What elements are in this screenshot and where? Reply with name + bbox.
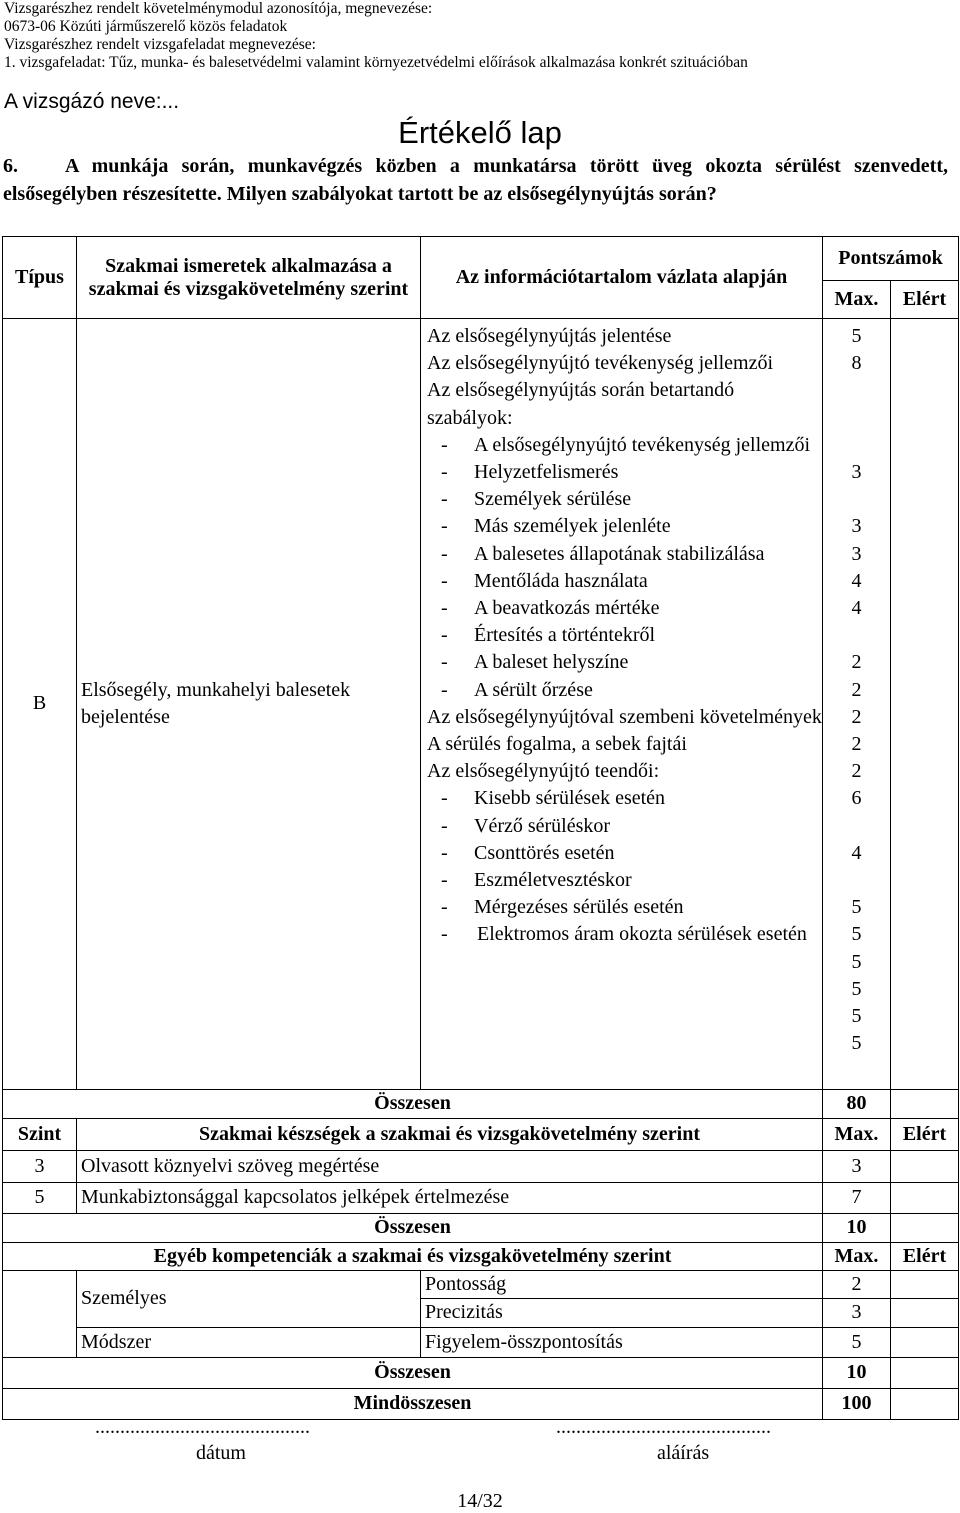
max-value: 3 [851, 515, 862, 538]
max-value: 5 [851, 325, 862, 347]
dash-marker: - [441, 923, 448, 946]
header-task-label: Vizsgarészhez rendelt vizsgafeladat megnevezése: [4, 36, 316, 53]
competency-max: 3 [823, 1299, 891, 1327]
dash-marker: - [441, 896, 448, 919]
list-item-text: Eszméletvesztéskor [474, 869, 632, 892]
skill-max: 7 [823, 1183, 891, 1214]
list-item-text: Személyek sérülése [474, 488, 632, 511]
max-value: 5 [851, 896, 862, 919]
list-item: Az elsősegélynyújtás jelentése [427, 325, 672, 347]
header-level: Szint [3, 1119, 77, 1151]
table1-total-achieved[interactable] [891, 1090, 959, 1119]
question-text: A munkája során, munkavégzés közben a munkatársa törött üveg okozta sérülést szenvedett, elsősegélyben részesítette. Milyen szabályokat tartott be az elsősegélynyújtás során? [3, 155, 948, 205]
competency-achieved[interactable] [891, 1299, 959, 1327]
table2-total-label: Összesen [3, 1214, 823, 1243]
max-value: 3 [851, 542, 862, 565]
list-item: Az elsősegélynyújtás során betartandó szabályok: [427, 379, 735, 429]
list-item [427, 894, 822, 921]
table1-total-max: 80 [823, 1090, 891, 1119]
skill-text: Munkabiztonsággal kapcsolatos jelképek értelmezése [77, 1183, 823, 1214]
header-achieved: Elért [891, 281, 959, 319]
question-number: 6. [3, 155, 18, 177]
list-item: A sérülés fogalma, a sebek fajtái [427, 733, 687, 756]
list-item [427, 568, 822, 595]
dash-marker: - [441, 787, 448, 810]
max-value: 4 [851, 841, 862, 864]
competency-max: 5 [823, 1327, 891, 1357]
max-value: 4 [851, 596, 862, 619]
max-value: 2 [851, 705, 862, 728]
list-item-text: Csonttörés esetén [474, 841, 615, 864]
list-item-text: Más személyek jelenléte [474, 515, 671, 538]
max-value: 5 [851, 1032, 862, 1055]
dash-marker: - [441, 597, 448, 620]
list-item-text: A elsősegélynyújtó tevékenység jellemzői [474, 433, 811, 456]
table2-total-max: 10 [823, 1214, 891, 1243]
list-item-text: A baleset helyszíne [474, 651, 629, 674]
competencies-header-max: Max. [823, 1243, 891, 1271]
max-value: 2 [851, 732, 862, 755]
list-item [427, 432, 822, 459]
max-value: 5 [851, 950, 862, 973]
max-value: 2 [851, 760, 862, 783]
dash-marker: - [441, 515, 448, 538]
header-type: Típus [3, 237, 77, 319]
skills-header-achieved: Elért [891, 1119, 959, 1151]
competencies-header: Egyéb kompetenciák a szakmai és vizsgakövetelmény szerint [3, 1243, 823, 1271]
max-points-column [823, 319, 891, 1090]
list-item-text: Mérgezéses sérülés esetén [474, 896, 684, 919]
page-number: 14/32 [457, 1490, 503, 1512]
list-item-text: A sérült őrzése [474, 678, 593, 701]
list-item [427, 785, 822, 812]
dash-marker: - [441, 433, 448, 456]
list-item [427, 541, 822, 568]
signature-line: ........................................... [556, 1416, 771, 1438]
outline-list [421, 319, 823, 1090]
max-value: 5 [851, 923, 862, 946]
competency-max: 2 [823, 1271, 891, 1299]
list-item-text: Mentőláda használata [474, 569, 648, 592]
skills-header: Szakmai készségek a szakmai és vizsgakövetelmény szerint [77, 1119, 823, 1151]
list-item [427, 867, 822, 894]
list-item-text: A beavatkozás mértéke [474, 597, 660, 620]
header-points: Pontszámok [823, 237, 959, 281]
list-item: Az elsősegélynyújtó tevékenység jellemzői [427, 352, 774, 375]
list-item [427, 649, 822, 676]
dash-marker: - [441, 624, 448, 647]
dash-marker: - [441, 841, 448, 864]
grand-total-max: 100 [823, 1388, 891, 1419]
knowledge-value: Elsősegély, munkahelyi balesetek bejelentése [77, 319, 421, 1090]
list-item-text: A balesetes állapotának stabilizálása [474, 542, 765, 565]
max-value: 4 [851, 569, 862, 592]
dash-marker: - [441, 542, 448, 565]
header-task-name: 1. vizsgafeladat: Tűz, munka- és balesetvédelmi valamint környezetvédelmi előírások alkalmazása konkrét szituációban [4, 54, 748, 71]
achieved-points-column[interactable] [891, 319, 959, 1090]
list-item [427, 677, 822, 704]
list-item-text: Elektromos áram okozta sérülések esetén [477, 923, 807, 946]
date-line: ........................................... [95, 1416, 310, 1438]
competency-item: Figyelem-összpontosítás [421, 1327, 823, 1357]
list-item-text: Helyzetfelismerés [474, 461, 619, 484]
question [3, 152, 948, 208]
list-item [427, 813, 822, 840]
list-item [427, 622, 822, 649]
header-module-name: 0673-06 Közúti járműszerelő közös feladatok [4, 18, 288, 35]
dash-marker: - [441, 488, 448, 511]
competency-item: Pontosság [421, 1271, 823, 1299]
skill-level: 3 [3, 1151, 77, 1183]
competency-achieved[interactable] [891, 1271, 959, 1299]
skills-header-max: Max. [823, 1119, 891, 1151]
skill-achieved[interactable] [891, 1151, 959, 1183]
dash-marker: - [441, 869, 448, 892]
date-label: dátum [196, 1442, 246, 1464]
list-item [427, 459, 822, 486]
table3-total-label: Összesen [3, 1357, 823, 1388]
list-item: Az elsősegélynyújtóval szembeni követelmények [427, 705, 822, 728]
competency-group: Személyes [77, 1271, 421, 1327]
max-value: 3 [851, 460, 862, 483]
table1-total-label: Összesen [3, 1090, 823, 1119]
list-item-text: Kisebb sérülések esetén [474, 787, 666, 810]
dash-marker: - [441, 651, 448, 674]
list-item: Az elsősegélynyújtó teendői: [427, 760, 660, 783]
header-module-label: Vizsgarészhez rendelt követelménymodul azonosítója, megnevezése: [4, 0, 433, 17]
skill-text: Olvasott köznyelvi szöveg megértése [77, 1151, 823, 1183]
dash-marker: - [441, 814, 448, 837]
evaluation-table [2, 236, 959, 1420]
grand-total-achieved[interactable] [891, 1388, 959, 1419]
header-knowledge: Szakmai ismeretek alkalmazása a szakmai és vizsgakövetelmény szerint [77, 237, 421, 319]
max-value: 8 [851, 352, 862, 375]
competency-item: Precizitás [421, 1299, 823, 1327]
competencies-header-achieved: Elért [891, 1243, 959, 1271]
list-item [427, 840, 822, 867]
list-item-text: Vérző sérüléskor [474, 814, 611, 837]
header-max: Max. [823, 281, 891, 319]
max-value: 2 [851, 651, 862, 674]
examinee-name-label: A vizsgázó neve:... [4, 90, 180, 113]
max-value: 5 [851, 1004, 862, 1027]
dash-marker: - [441, 678, 448, 701]
table2-total-achieved[interactable] [891, 1214, 959, 1243]
signature-label: aláírás [657, 1442, 710, 1464]
list-item [427, 513, 822, 540]
grand-total-label: Mindösszesen [3, 1388, 823, 1419]
competency-achieved[interactable] [891, 1327, 959, 1357]
skill-level: 5 [3, 1183, 77, 1214]
page-title: Értékelő lap [398, 115, 562, 150]
type-value: B [3, 319, 77, 1090]
max-value: 5 [851, 977, 862, 1000]
max-value: 6 [851, 787, 862, 810]
max-value: 2 [851, 678, 862, 701]
skill-achieved[interactable] [891, 1183, 959, 1214]
list-item [427, 921, 822, 948]
list-item-text: Értesítés a történtekről [474, 624, 656, 647]
skill-max: 3 [823, 1151, 891, 1183]
competency-group: Módszer [77, 1327, 421, 1357]
header-outline: Az információtartalom vázlata alapján [421, 237, 823, 319]
table3-total-max: 10 [823, 1357, 891, 1388]
dash-marker: - [441, 461, 448, 484]
dash-marker: - [441, 569, 448, 592]
list-item [427, 486, 822, 513]
list-item [427, 595, 822, 622]
table3-total-achieved[interactable] [891, 1357, 959, 1388]
